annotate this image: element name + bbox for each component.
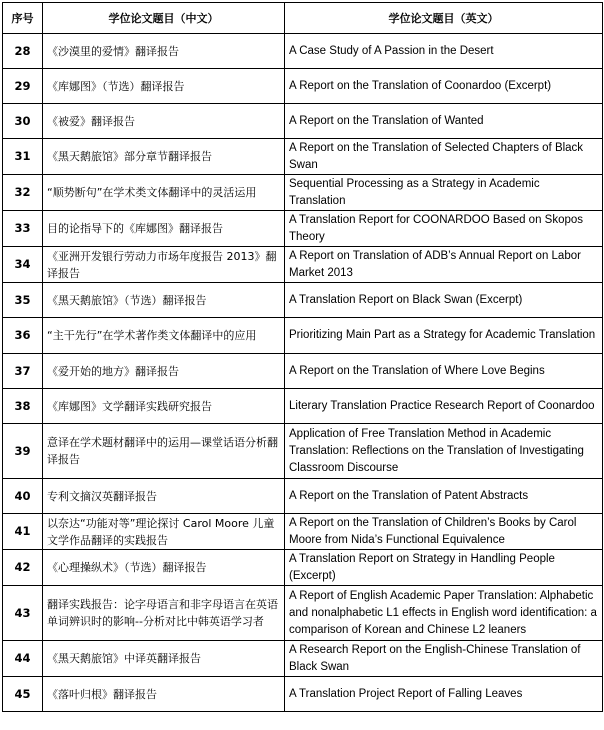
row-title-cn: “顺势断句”在学术类文体翻译中的灵活运用 xyxy=(43,175,285,211)
row-title-en: Application of Free Translation Method in Academic Translation: Reflections on the Translation of Investigating Classroom Discourse xyxy=(285,424,603,479)
table-row xyxy=(3,139,603,175)
table-row xyxy=(3,354,603,389)
row-title-cn: 意译在学术题材翻译中的运用—课堂话语分析翻译报告 xyxy=(43,424,285,479)
row-title-en: Literary Translation Practice Research Report of Coonardoo xyxy=(285,389,603,424)
row-title-cn: 《亚洲开发银行劳动力市场年度报告 2013》翻译报告 xyxy=(43,247,285,283)
row-title-en: A Case Study of A Passion in the Desert xyxy=(285,34,603,69)
row-title-en: A Translation Report for COONARDOO Based on Skopos Theory xyxy=(285,211,603,247)
table-row xyxy=(3,247,603,283)
row-title-cn: 《库娜图》（节选）翻译报告 xyxy=(43,69,285,104)
row-title-en: A Report on the Translation of Wanted xyxy=(285,104,603,139)
table-row xyxy=(3,34,603,69)
row-title-en: A Report of English Academic Paper Translation: Alphabetic and nonalphabetic L1 effects in English word identification: a comparison of Korean and Chinese L2 leaners xyxy=(285,586,603,641)
row-num: 28 xyxy=(3,34,43,69)
row-title-en: Prioritizing Main Part as a Strategy for Academic Translation xyxy=(285,318,603,354)
row-num: 36 xyxy=(3,318,43,354)
row-title-cn: 《黑天鹅旅馆》（节选）翻译报告 xyxy=(43,283,285,318)
table-row xyxy=(3,550,603,586)
table-row xyxy=(3,283,603,318)
row-num: 30 xyxy=(3,104,43,139)
row-title-en: A Translation Report on Black Swan (Excerpt) xyxy=(285,283,603,318)
row-title-en: A Report on the Translation of Selected Chapters of Black Swan xyxy=(285,139,603,175)
row-num: 40 xyxy=(3,479,43,514)
row-title-cn: 《库娜图》文学翻译实践研究报告 xyxy=(43,389,285,424)
row-title-en: A Report on the Translation of Coonardoo (Excerpt) xyxy=(285,69,603,104)
row-num: 33 xyxy=(3,211,43,247)
header-title-en: 学位论文题目（英文） xyxy=(285,3,603,34)
row-num: 44 xyxy=(3,641,43,677)
row-title-cn: 《黑天鹅旅馆》部分章节翻译报告 xyxy=(43,139,285,175)
table-row xyxy=(3,641,603,677)
row-title-cn: 专利文摘汉英翻译报告 xyxy=(43,479,285,514)
row-title-cn: 《落叶归根》翻译报告 xyxy=(43,677,285,712)
header-num: 序号 xyxy=(3,3,43,34)
row-title-cn: 《心理操纵术》（节选）翻译报告 xyxy=(43,550,285,586)
row-title-en: A Translation Project Report of Falling Leaves xyxy=(285,677,603,712)
row-title-en: A Report on Translation of ADB’s Annual Report on Labor Market 2013 xyxy=(285,247,603,283)
row-num: 31 xyxy=(3,139,43,175)
row-num: 42 xyxy=(3,550,43,586)
table-row xyxy=(3,479,603,514)
row-num: 38 xyxy=(3,389,43,424)
row-title-en: A Report on the Translation of Children’s Books by Carol Moore from Nida’s Functional Equivalence xyxy=(285,514,603,550)
table-row xyxy=(3,104,603,139)
row-title-cn: 《被爱》翻译报告 xyxy=(43,104,285,139)
header-title-cn: 学位论文题目（中文） xyxy=(43,3,285,34)
table-row xyxy=(3,211,603,247)
row-title-cn: 《沙漠里的爱情》翻译报告 xyxy=(43,34,285,69)
row-title-cn: 《爱开始的地方》翻译报告 xyxy=(43,354,285,389)
row-title-cn: 以奈达“功能对等”理论探讨 Carol Moore 儿童文学作品翻译的实践报告 xyxy=(43,514,285,550)
table-row xyxy=(3,586,603,641)
table-row xyxy=(3,175,603,211)
row-num: 45 xyxy=(3,677,43,712)
row-num: 39 xyxy=(3,424,43,479)
row-num: 29 xyxy=(3,69,43,104)
thesis-table xyxy=(2,2,603,712)
row-title-cn: 翻译实践报告：论字母语言和非字母语言在英语单词辨识时的影响--分析对比中韩英语学习者 xyxy=(43,586,285,641)
row-title-cn: “主干先行”在学术著作类文体翻译中的应用 xyxy=(43,318,285,354)
row-title-cn: 《黑天鹅旅馆》中译英翻译报告 xyxy=(43,641,285,677)
table-header-row xyxy=(3,3,603,34)
row-num: 43 xyxy=(3,586,43,641)
row-title-en: A Translation Report on Strategy in Handling People (Excerpt) xyxy=(285,550,603,586)
row-title-en: A Report on the Translation of Patent Abstracts xyxy=(285,479,603,514)
table-row xyxy=(3,69,603,104)
row-num: 37 xyxy=(3,354,43,389)
row-title-en: A Report on the Translation of Where Love Begins xyxy=(285,354,603,389)
table-row xyxy=(3,389,603,424)
row-title-en: A Research Report on the English-Chinese Translation of Black Swan xyxy=(285,641,603,677)
row-num: 34 xyxy=(3,247,43,283)
row-title-en: Sequential Processing as a Strategy in Academic Translation xyxy=(285,175,603,211)
row-num: 41 xyxy=(3,514,43,550)
table-row xyxy=(3,318,603,354)
table-row xyxy=(3,424,603,479)
table-row xyxy=(3,677,603,712)
row-num: 35 xyxy=(3,283,43,318)
table-row xyxy=(3,514,603,550)
row-num: 32 xyxy=(3,175,43,211)
row-title-cn: 目的论指导下的《库娜图》翻译报告 xyxy=(43,211,285,247)
